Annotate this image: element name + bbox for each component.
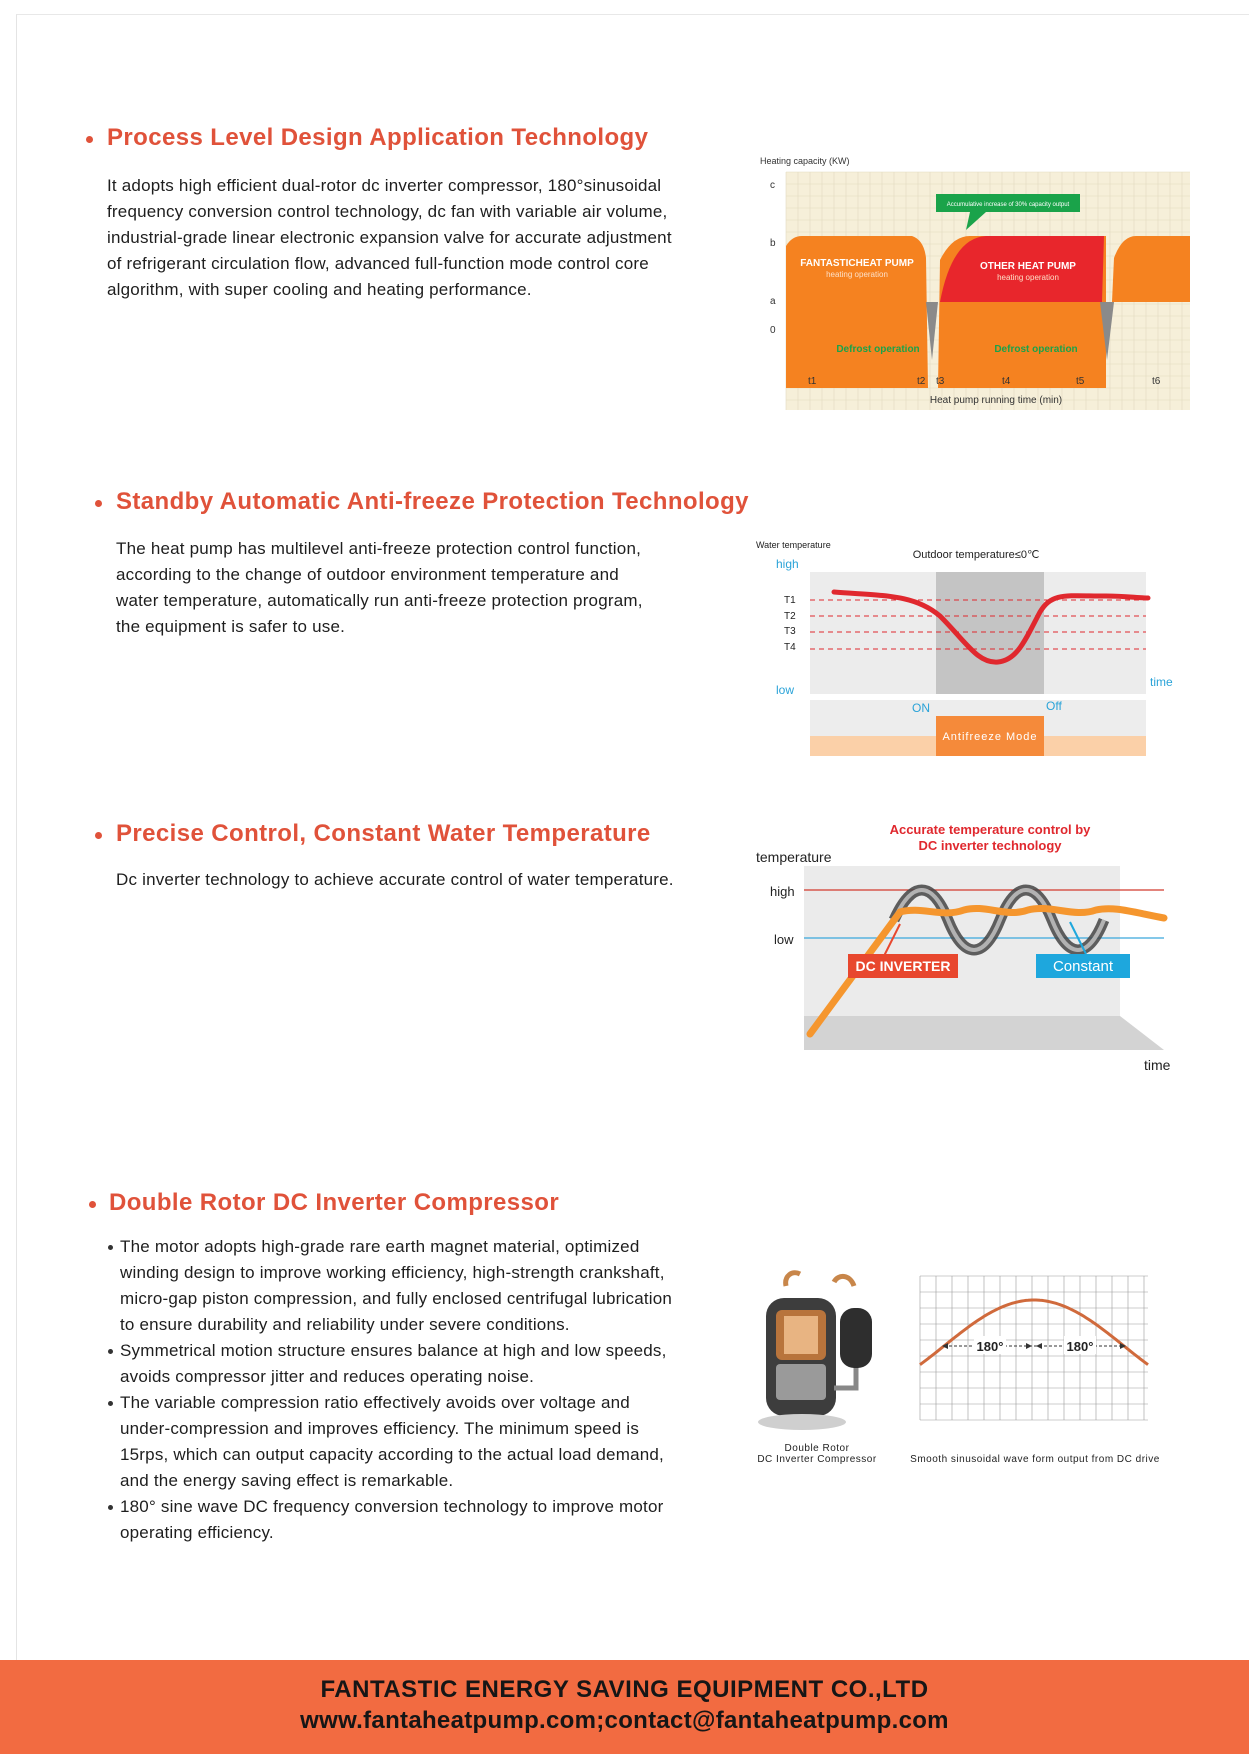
text-line: winding design to improve working efficiency, high-strength crankshaft, [120, 1263, 665, 1282]
bullet-marker [108, 1505, 113, 1510]
sine-caption: Smooth sinusoidal wave form output from DC drive [910, 1454, 1160, 1465]
chart1-xlabel: Heat pump running time (min) [929, 395, 1063, 406]
section-text-process-level [107, 173, 672, 303]
compressor-pump [776, 1364, 826, 1400]
compressor-pipe [834, 1276, 854, 1286]
chart2-level-label: T4 [784, 642, 796, 653]
sine-grid [920, 1276, 1148, 1420]
section-bullet [95, 832, 102, 839]
section-title-anti-freeze: Standby Automatic Anti-freeze Protection Technology [116, 488, 749, 515]
bullet-item [120, 1338, 667, 1390]
footer-bar [0, 1660, 1249, 1754]
text-line: industrial-grade linear electronic expansion valve for accurate adjustment [107, 228, 672, 247]
chart3-high-label: high [770, 884, 795, 899]
text-line: 180° sine wave DC frequency conversion technology to improve motor [120, 1497, 664, 1516]
text-line: The heat pump has multilevel anti-freeze protection control function, [116, 539, 642, 558]
chart1-right-name: OTHER HEAT PUMP [980, 261, 1076, 272]
chart2-title: Outdoor temperature≤0℃ [912, 549, 1040, 561]
text-line: 15rps, which can output capacity according to the actual load demand, [120, 1445, 664, 1464]
chart1-ytick-b: b [770, 238, 776, 249]
text-line: Symmetrical motion structure ensures balance at high and low speeds, [120, 1341, 667, 1360]
caption-line: Double Rotor [784, 1443, 850, 1454]
text-line: micro-gap piston compression, and fully enclosed centrifugal lubrication [120, 1289, 673, 1308]
section-text-anti-freeze [116, 536, 643, 640]
compressor-illustration [754, 1268, 884, 1440]
chart1-right-sub: heating operation [997, 273, 1059, 282]
footer-contact-link[interactable]: www.fantaheatpump.com;contact@fantaheatpump.com [300, 1707, 949, 1734]
section-title-double-rotor: Double Rotor DC Inverter Compressor [109, 1189, 560, 1216]
chart2-off-label: Off [1046, 699, 1062, 713]
antifreeze-chart [754, 538, 1184, 760]
chart1-xtick: t1 [808, 376, 817, 387]
text-line: the equipment is safer to use. [116, 617, 346, 636]
text-line: water temperature, automatically run anti-freeze protection program, [116, 591, 643, 610]
chart2-low-label: low [776, 683, 795, 697]
text-line: Dc inverter technology to achieve accurate control of water temperature. [116, 870, 674, 889]
compressor-accumulator [840, 1308, 872, 1368]
bullet-marker [108, 1349, 113, 1354]
compressor-pipe [834, 1368, 856, 1388]
chart3-ylabel: temperature [756, 849, 832, 865]
chart3-constant-tag-text: Constant [1052, 958, 1114, 975]
bullet-item [120, 1494, 664, 1546]
constant-temperature-chart [752, 820, 1182, 1078]
caption-line: DC Inverter Compressor [757, 1454, 877, 1465]
bullet-marker [108, 1401, 113, 1406]
chart3-inverter-tag-text: DC INVERTER [855, 958, 951, 974]
chart1-xtick: t6 [1152, 376, 1161, 387]
sine-label-180-b: 180° [1066, 1339, 1094, 1354]
section-bullet [89, 1201, 96, 1208]
chart2-mode-label: Antifreeze Mode [942, 731, 1038, 743]
compressor-pipe [786, 1273, 800, 1286]
section-text-precise-control [116, 867, 674, 893]
chart2-level-label: T2 [784, 611, 796, 622]
arrow-icon [1036, 1343, 1042, 1349]
chart2-time-label: time [1150, 675, 1173, 689]
section-bullet [86, 136, 93, 143]
chart1-ytick-a: a [770, 296, 776, 307]
text-line: It adopts high efficient dual-rotor dc inverter compressor, 180°sinusoidal [107, 176, 662, 195]
chart1-xtick: t3 [936, 376, 945, 387]
text-line: under-compression and improves efficiency. The minimum speed is [120, 1419, 640, 1438]
chart2-level-label: T1 [784, 595, 796, 606]
text-line: The variable compression ratio effectively avoids over voltage and [120, 1393, 630, 1412]
chart1-ytick-c: c [770, 180, 775, 191]
text-line: avoids compressor jitter and reduces operating noise. [120, 1367, 535, 1386]
chart1-defrost-label-1: Defrost operation [836, 344, 920, 355]
chart3-title-line1: Accurate temperature control by [889, 822, 1091, 837]
chart1-xtick: t2 [917, 376, 926, 387]
heating-capacity-chart [756, 150, 1196, 410]
chart1-left-sub: heating operation [826, 270, 888, 279]
chart3-floor [804, 1016, 1164, 1050]
text-line: of refrigerant circulation flow, advanced full-function mode control core [107, 254, 649, 273]
chart3-time-label: time [1144, 1057, 1171, 1073]
text-line: operating efficiency. [120, 1523, 274, 1542]
section-title-process-level: Process Level Design Application Technology [107, 124, 649, 151]
footer-company: FANTASTIC ENERGY SAVING EQUIPMENT CO.,LTD [320, 1676, 929, 1703]
chart2-ylabel: Water temperature [756, 540, 831, 550]
chart3-low-label: low [774, 932, 794, 947]
chart2-high-label: high [776, 557, 799, 571]
chart1-defrost-label-2: Defrost operation [994, 344, 1078, 355]
sine-label-180-a: 180° [976, 1339, 1004, 1354]
chart1-callout-text: Accumulative increase of 30% capacity output [946, 202, 1070, 208]
text-line: algorithm, with super cooling and heating performance. [107, 280, 532, 299]
section-bullet [95, 500, 102, 507]
chart3-title-line2: DC inverter technology [918, 838, 1062, 853]
chart1-xtick: t4 [1002, 376, 1011, 387]
sine-wave-figure [916, 1270, 1154, 1430]
bullet-item [120, 1234, 672, 1338]
compressor-rotor [784, 1316, 818, 1354]
text-line: to ensure durability and reliability under severe conditions. [120, 1315, 570, 1334]
text-line: according to the change of outdoor environment temperature and [116, 565, 619, 584]
bullet-item [120, 1390, 664, 1494]
chart1-ytick-0: 0 [770, 325, 776, 336]
chart2-level-label: T3 [784, 626, 796, 637]
compressor-caption [744, 1443, 890, 1465]
text-line: and the energy saving effect is remarkable. [120, 1471, 454, 1490]
sine-wave-curve [920, 1300, 1148, 1365]
text-line: frequency conversion control technology, dc fan with variable air volume, [107, 202, 668, 221]
bullet-marker [108, 1245, 113, 1250]
chart2-on-label: ON [912, 701, 930, 715]
chart1-xtick: t5 [1076, 376, 1085, 387]
section-title-precise-control: Precise Control, Constant Water Temperature [116, 820, 651, 847]
chart1-left-name: FANTASTICHEAT PUMP [800, 258, 914, 269]
text-line: The motor adopts high-grade rare earth magnet material, optimized [120, 1237, 640, 1256]
chart1-ylabel: Heating capacity (KW) [760, 156, 850, 166]
arrow-icon [1026, 1343, 1032, 1349]
chart1-next-area [1112, 236, 1190, 302]
compressor-base [758, 1414, 846, 1430]
